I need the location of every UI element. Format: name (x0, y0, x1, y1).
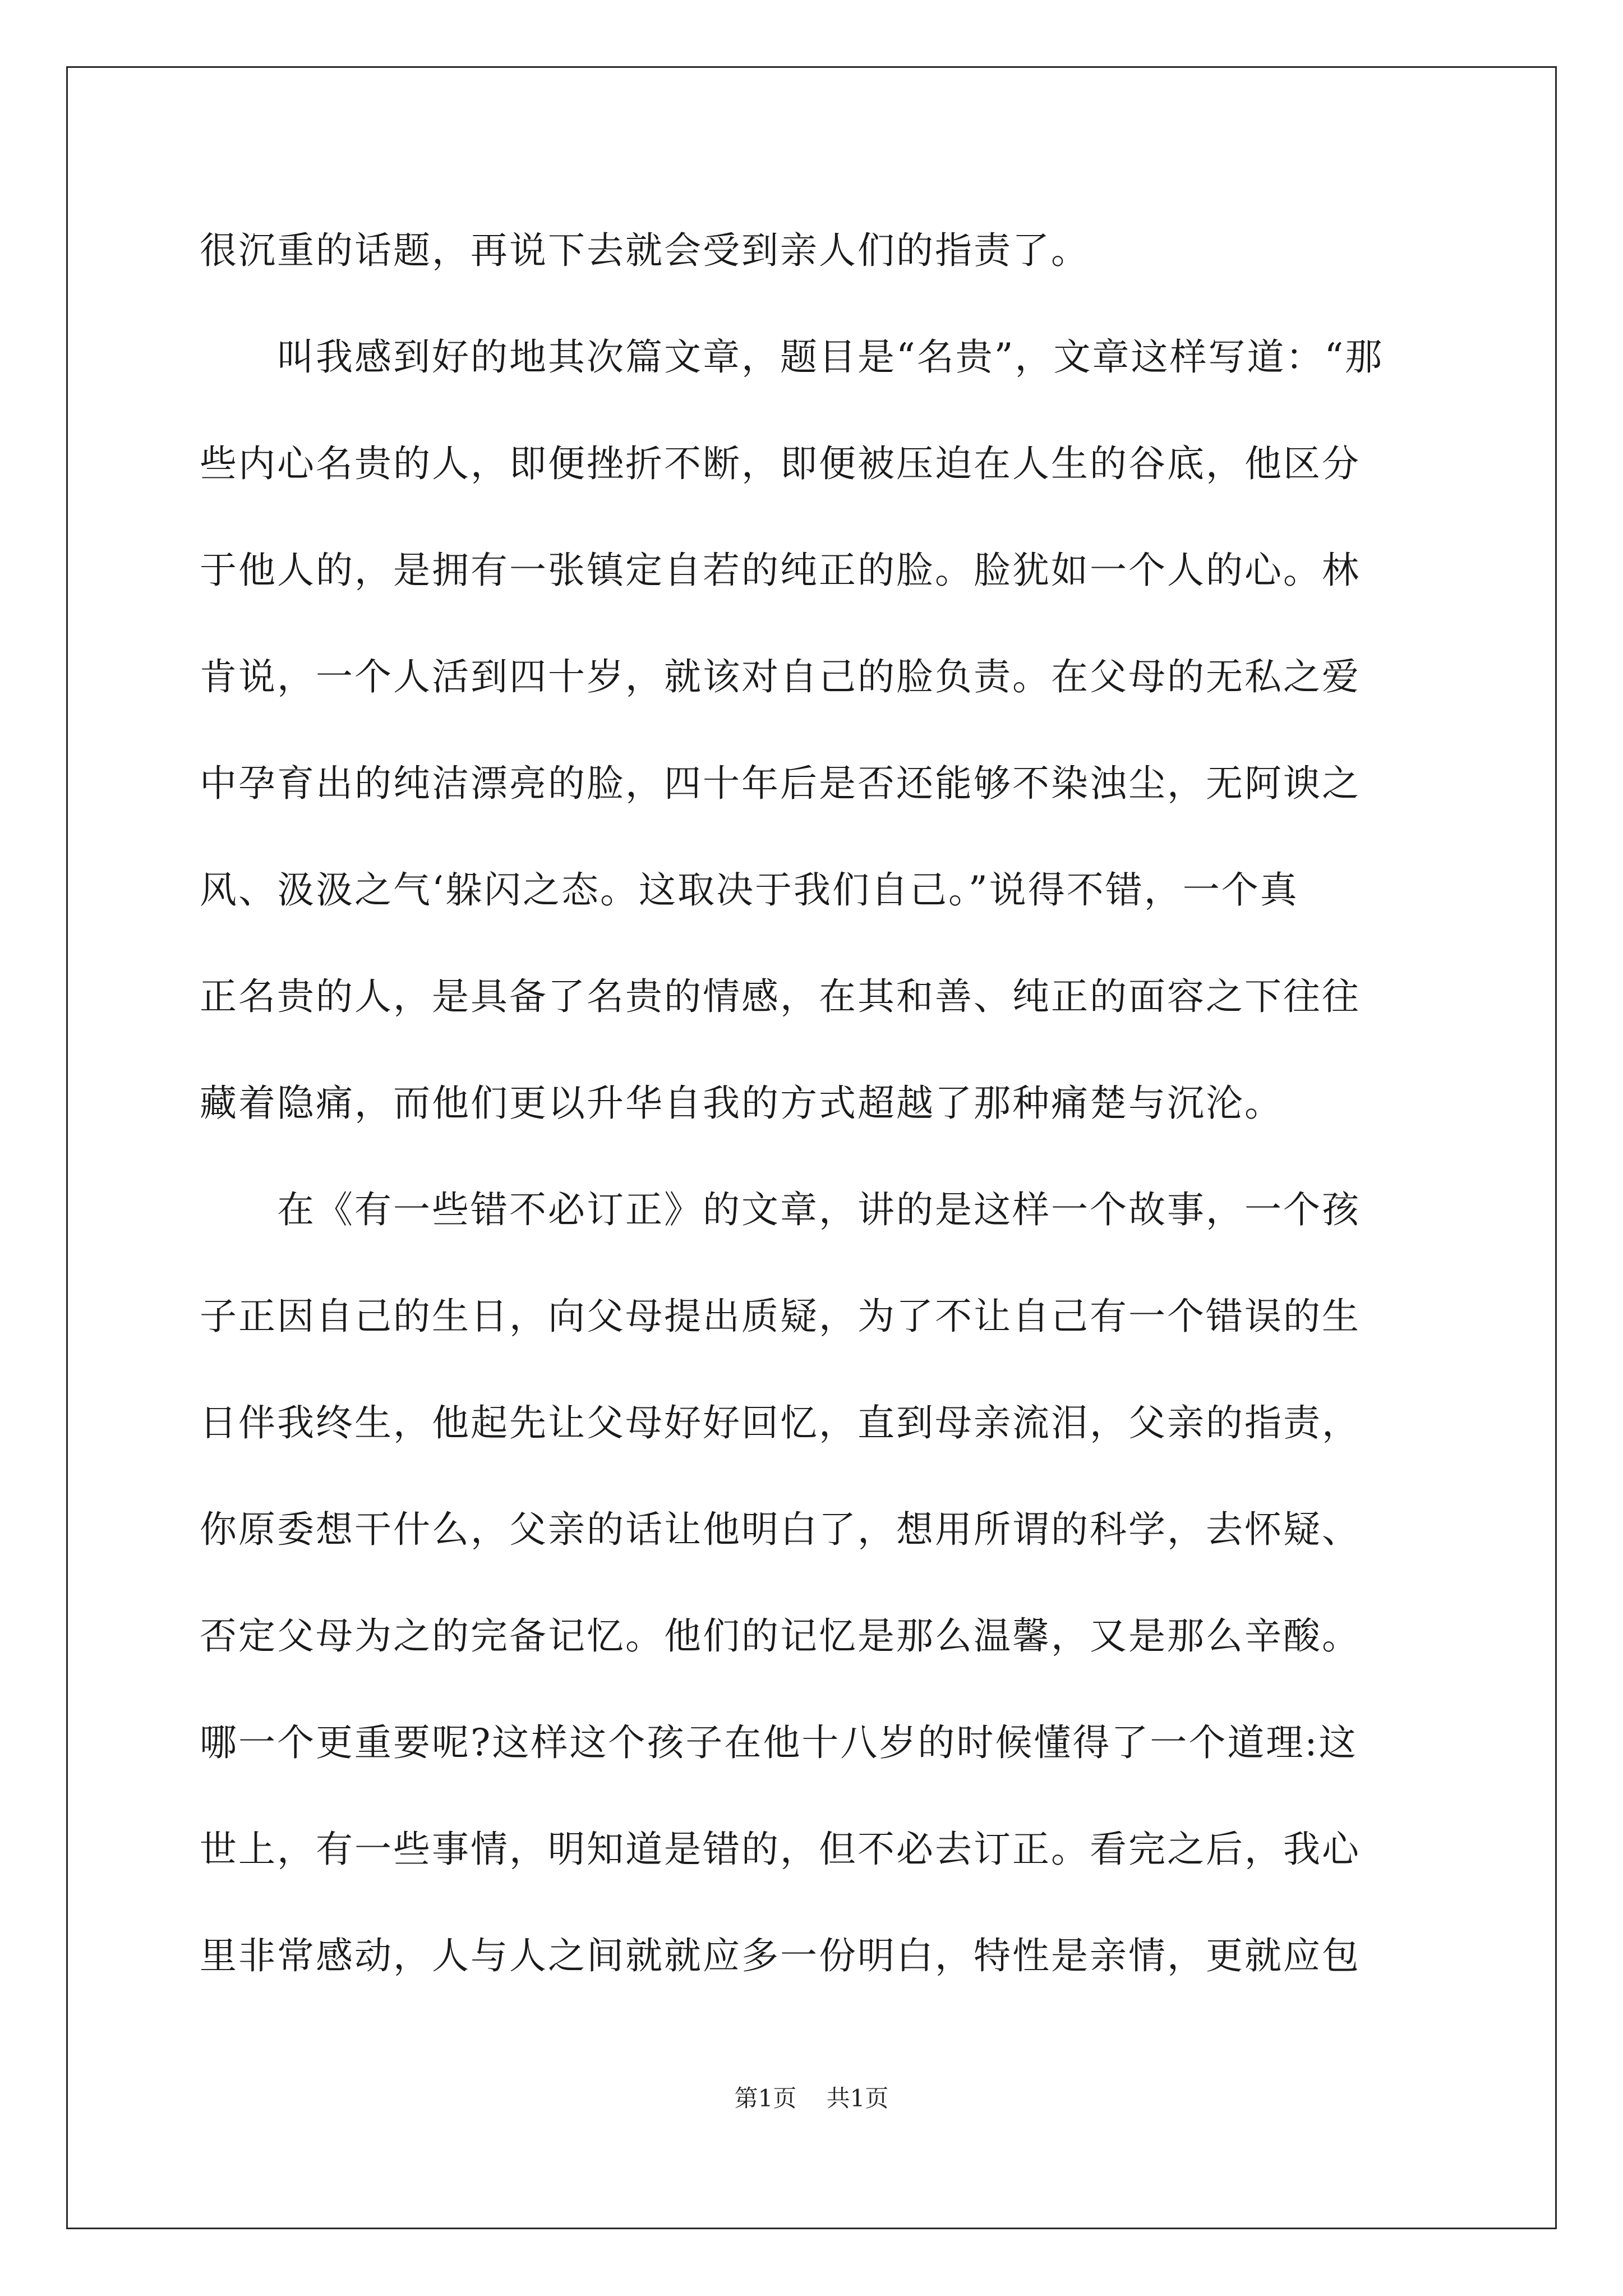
text-line: 肯说，一个人活到四十岁，就该对自己的脸负责。在父母的无私之爱 (200, 655, 1361, 698)
text-line: 于他人的，是拥有一张镇定自若的纯正的脸。脸犹如一个人的心。林 (200, 549, 1361, 592)
page-number: 第1页 (734, 2085, 797, 2112)
text-line: 藏着隐痛，而他们更以升华自我的方式超越了那种痛楚与沉沦。 (200, 1082, 1283, 1125)
page-total: 共1页 (826, 2085, 889, 2112)
text-line: 叫我感到好的地其次篇文章，题目是“名贵”，文章这样写道：“那 (200, 335, 1384, 379)
text-line: 日伴我终生，他起先让父母好好回忆，直到母亲流泪，父亲的指责， (200, 1401, 1361, 1444)
text-line: 中孕育出的纯洁漂亮的脸，四十年后是否还能够不染浊尘，无阿谀之 (200, 762, 1361, 805)
page-footer (0, 2082, 1623, 2115)
text-line: 在《有一些错不必订正》的文章，讲的是这样一个故事，一个孩 (200, 1188, 1361, 1231)
text-line: 风、汲汲之气‘躲闪之态。这取决于我们自己。”说得不错，一个真 (200, 868, 1299, 912)
text-line: 哪一个更重要呢?这样这个孩子在他十八岁的时候懂得了一个道理:这 (200, 1721, 1358, 1764)
text-line: 很沉重的话题，再说下去就会受到亲人们的指责了。 (200, 229, 1090, 272)
text-line: 子正因自己的生日，向父母提出质疑，为了不让自己有一个错误的生 (200, 1295, 1361, 1338)
text-line: 些内心名贵的人，即便挫折不断，即便被压迫在人生的谷底，他区分 (200, 442, 1361, 485)
text-line: 世上，有一些事情，明知道是错的，但不必去订正。看完之后，我心 (200, 1828, 1361, 1871)
text-line: 正名贵的人，是具备了名贵的情感，在其和善、纯正的面容之下往往 (200, 975, 1361, 1018)
text-line: 里非常感动，人与人之间就就应多一份明白，特性是亲情，更就应包 (200, 1934, 1361, 1977)
text-line: 你原委想干什么，父亲的话让他明白了，想用所谓的科学，去怀疑、 (200, 1508, 1361, 1551)
text-line: 否定父母为之的完备记忆。他们的记忆是那么温馨，又是那么辛酸。 (200, 1614, 1361, 1658)
